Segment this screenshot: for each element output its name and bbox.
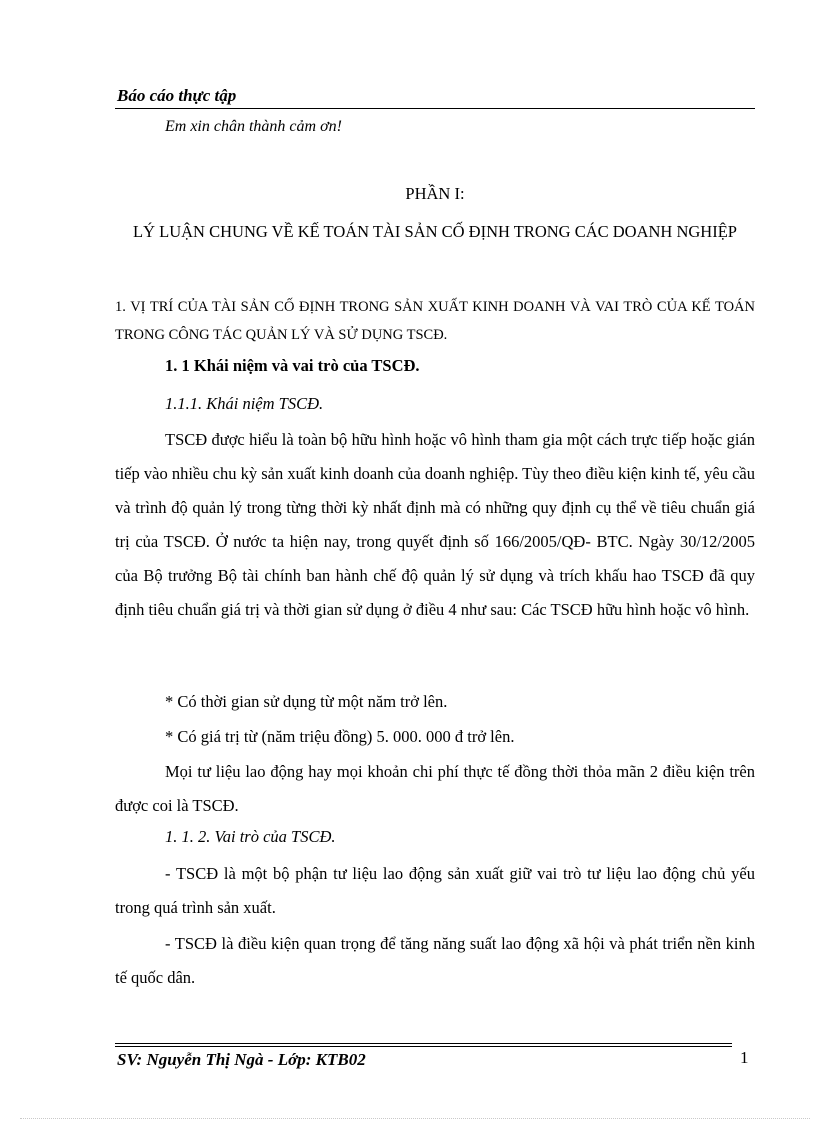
footer-student-info: SV: Nguyễn Thị Ngà - Lớp: KTB02 [117, 1050, 366, 1069]
subsection-heading: 1. 1 Khái niệm và vai trò của TSCĐ. [165, 356, 420, 375]
concept-paragraph: TSCĐ được hiểu là toàn bộ hữu hình hoặc vô hình tham gia một cách trực tiếp hoặc gián tiếp vào nhiều chu kỳ sản xuất kinh doanh của doanh nghiệp. Tùy theo điều kiện kinh tế, yêu cầu và trình độ quản lý trong từng thời kỳ nhất định mà có những quy định cụ thể về tiêu chuẩn giá trị của TSCĐ. Ở nước ta hiện nay, trong quyết định số 166/2005/QĐ- BTC. Ngày 30/12/2005 của Bộ trưởng Bộ tài chính ban hành chế độ quản lý sử dụng và trích khấu hao TSCĐ đã quy định tiêu chuẩn giá trị và thời gian sử dụng ở điều 4 như sau: Các TSCĐ hữu hình hoặc vô hình. [115, 430, 755, 619]
role-item: - TSCĐ là một bộ phận tư liệu lao động sản xuất giữ vai trò tư liệu lao động chủ yếu trong quá trình sản xuất. [115, 864, 755, 917]
page-number: 1 [740, 1048, 749, 1067]
footer-divider [115, 1043, 732, 1044]
page-bottom-border [20, 1118, 810, 1119]
criteria-item: * Có thời gian sử dụng từ một năm trở lên. [165, 692, 448, 711]
criteria-item: * Có giá trị từ (năm triệu đồng) 5. 000. 000 đ trở lên. [165, 727, 515, 746]
concept-heading: 1.1.1. Khái niệm TSCĐ. [165, 394, 324, 413]
role-item: - TSCĐ là điều kiện quan trọng để tăng năng suất lao động xã hội và phát triển nền kinh tế quốc dân. [115, 934, 755, 987]
part-heading: PHẦN I: [405, 184, 465, 203]
footer-divider-double [115, 1046, 732, 1047]
section-heading: 1. VỊ TRÍ CỦA TÀI SẢN CỐ ĐỊNH TRONG SẢN XUẤT KINH DOANH VÀ VAI TRÒ CỦA KẾ TOÁN TRONG CÔNG TÁC QUẢN LÝ VÀ SỬ DỤNG TSCĐ. [115, 299, 755, 343]
conclusion-paragraph: Mọi tư liệu lao động hay mọi khoản chi phí thực tế đồng thời thỏa mãn 2 điều kiện trên được coi là TSCĐ. [115, 762, 755, 815]
header-divider [115, 108, 755, 109]
role-heading: 1. 1. 2. Vai trò của TSCĐ. [165, 827, 336, 846]
thanks-line: Em xin chân thành cảm ơn! [165, 118, 342, 135]
report-header-title: Báo cáo thực tập [117, 86, 237, 105]
part-title: LÝ LUẬN CHUNG VỀ KẾ TOÁN TÀI SẢN CỐ ĐỊNH TRONG CÁC DOANH NGHIỆP [133, 222, 737, 241]
